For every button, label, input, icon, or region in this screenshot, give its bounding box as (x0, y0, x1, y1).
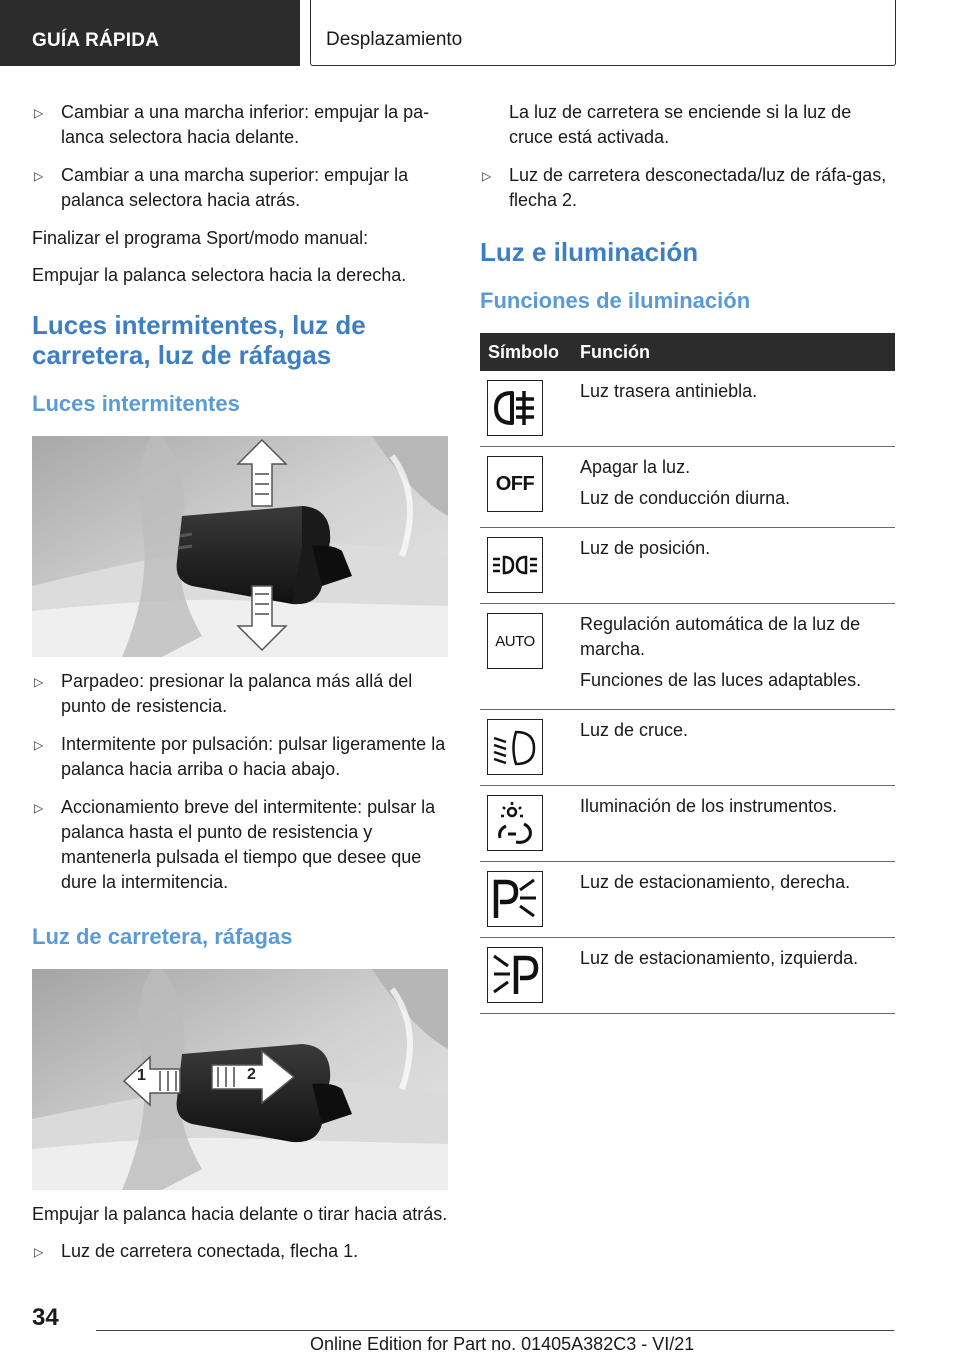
list-item: ▷ Cambiar a una marcha inferior: empujar la pa-lanca selectora hacia delante. (34, 102, 430, 147)
section-heading: Luces intermitentes, luz de carretera, luz de ráfagas (32, 310, 366, 370)
header-chapter-title: Desplazamiento (326, 29, 463, 50)
right-column (480, 100, 896, 1014)
function-text: Regulación automática de la luz de marcha. (580, 614, 861, 659)
rear-fog-light-icon (487, 380, 543, 436)
table-row (480, 528, 895, 604)
footer-divider (96, 1330, 894, 1331)
column-header-symbol: Símbolo (488, 342, 559, 362)
subsection-heading: Luz de carretera, ráfagas (32, 924, 293, 949)
function-text: Funciones de las luces adaptables. (580, 670, 862, 690)
parking-light-left-icon (487, 947, 543, 1003)
table-header (480, 333, 895, 371)
auto-symbol-text: AUTO (495, 632, 535, 650)
table-row (480, 710, 895, 786)
paragraph: Empujar la palanca hacia delante o tirar hacia atrás. (32, 1204, 448, 1224)
function-text: Luz de estacionamiento, derecha. (580, 872, 851, 892)
footer-edition: Online Edition for Part no. 01405A382C3 - VI/21 (310, 1334, 695, 1354)
list-item: ▷ Luz de carretera desconectada/luz de ráfa-gas, flecha 2. (482, 165, 887, 210)
turn-signal-lever-figure (32, 436, 448, 657)
function-text: Luz de estacionamiento, izquierda. (580, 948, 859, 968)
arrow-label-1: 1 (137, 1067, 146, 1084)
function-text: Apagar la luz. (580, 457, 691, 477)
triangle-bullet-icon: ▷ (34, 106, 44, 120)
low-beam-icon (487, 719, 543, 775)
table-row (480, 371, 895, 447)
triangle-bullet-icon: ▷ (34, 738, 44, 752)
list-item: ▷ Cambiar a una marcha superior: empujar la palanca selectora hacia atrás. (34, 165, 409, 210)
table-row (480, 604, 895, 710)
paragraph: Empujar la palanca selectora hacia la derecha. (32, 265, 407, 285)
function-text: Luz de conducción diurna. (580, 488, 791, 508)
arrow-label-2: 2 (247, 1066, 256, 1083)
subsection-heading: Funciones de iluminación (480, 288, 751, 313)
subsection-heading: Luces intermitentes (32, 391, 240, 416)
triangle-bullet-icon: ▷ (34, 1245, 44, 1259)
header-chapter-tab (310, 0, 896, 66)
list-item: ▷ Intermitente por pulsación: pulsar ligeramente la palanca hacia arriba o hacia abajo. (34, 734, 446, 779)
list-item: ▷ Luz de carretera conectada, flecha 1. (32, 1239, 448, 1264)
header-section-tab (0, 0, 300, 66)
off-icon (487, 456, 543, 512)
list-item: ▷ Accionamiento breve del intermitente: pulsar la palanca hasta el punto de resistencia y mantenerla pulsada el tiempo que desee que dure la intermitencia. (34, 797, 436, 892)
list-item: ▷ Parpadeo: presionar la palanca más allá del punto de resistencia. (34, 671, 413, 716)
paragraph: La luz de carretera se enciende si la luz de cruce está activada. (509, 102, 852, 147)
lighting-functions-table (480, 333, 895, 1014)
table-row (480, 786, 895, 862)
function-text: Luz de posición. (580, 538, 711, 558)
position-light-icon (487, 537, 543, 593)
auto-icon (487, 613, 543, 669)
parking-light-right-icon (487, 871, 543, 927)
table-row (480, 938, 895, 1014)
triangle-bullet-icon: ▷ (34, 169, 44, 183)
header-section-title: GUÍA RÁPIDA (32, 30, 160, 51)
triangle-bullet-icon: ▷ (482, 169, 492, 183)
page-number: 34 (32, 1304, 59, 1331)
paragraph: Finalizar el programa Sport/modo manual: (32, 228, 369, 248)
function-text: Luz de cruce. (580, 720, 689, 740)
function-text: Luz trasera antiniebla. (580, 381, 758, 401)
table-row (480, 862, 895, 938)
column-header-function: Función (580, 342, 650, 362)
triangle-bullet-icon: ▷ (34, 675, 44, 689)
triangle-bullet-icon: ▷ (34, 801, 44, 815)
section-heading: Luz e iluminación (480, 237, 699, 267)
high-beam-lever-figure (32, 969, 448, 1190)
off-symbol-text: OFF (495, 472, 535, 495)
function-text: Iluminación de los instrumentos. (580, 796, 838, 816)
table-row (480, 447, 895, 528)
left-column (32, 100, 448, 1277)
instrument-lighting-icon (487, 795, 543, 851)
